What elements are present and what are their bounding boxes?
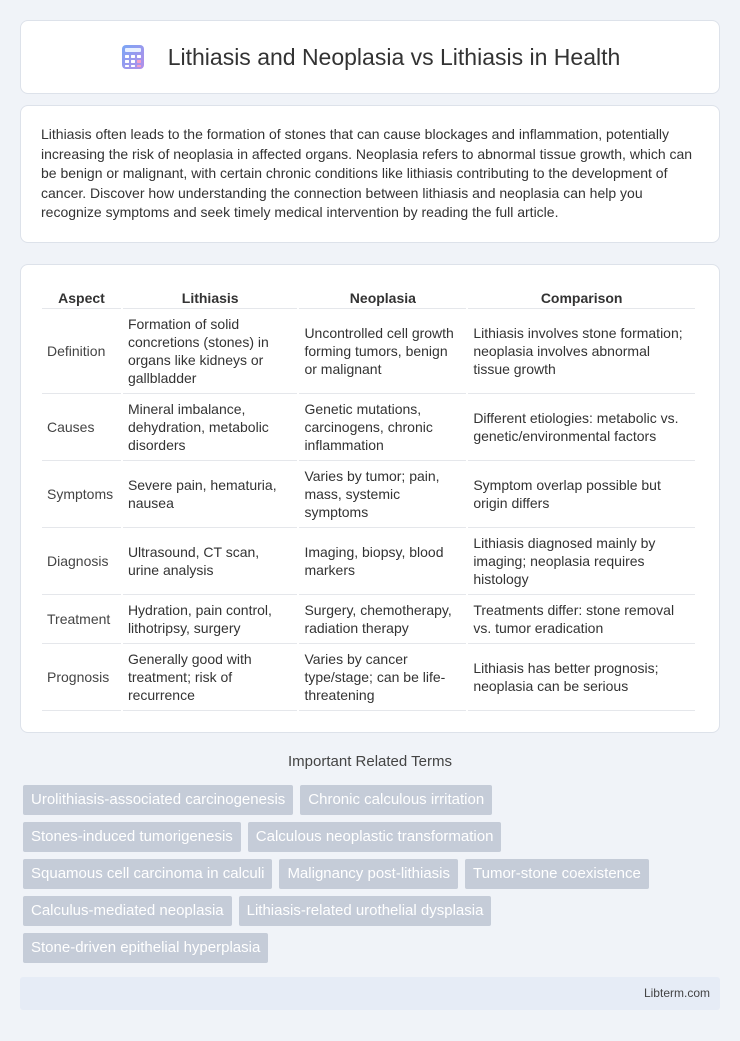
cell-comparison: Lithiasis involves stone formation; neoplasia involves abnormal tissue growth bbox=[468, 309, 695, 394]
cell-lithiasis: Generally good with treatment; risk of recurrence bbox=[123, 644, 298, 711]
cell-aspect: Symptoms bbox=[42, 461, 121, 528]
cell-aspect: Causes bbox=[42, 394, 121, 461]
table-row bbox=[42, 595, 695, 644]
table-row bbox=[42, 394, 695, 461]
page-title: Lithiasis and Neoplasia vs Lithiasis in Health bbox=[167, 43, 621, 70]
table-row bbox=[42, 309, 695, 394]
header-lithiasis: Lithiasis bbox=[123, 284, 298, 309]
intro-card bbox=[20, 105, 720, 243]
cell-lithiasis: Hydration, pain control, lithotripsy, surgery bbox=[123, 595, 298, 644]
cell-neoplasia: Uncontrolled cell growth forming tumors, benign or malignant bbox=[299, 309, 466, 394]
term-tag[interactable]: Calculous neoplastic transformation bbox=[248, 822, 502, 852]
footer-site-link[interactable]: Libterm.com bbox=[643, 986, 710, 1000]
cell-aspect: Diagnosis bbox=[42, 528, 121, 595]
table-row bbox=[42, 644, 695, 711]
comparison-table bbox=[40, 284, 697, 711]
term-row bbox=[23, 896, 723, 926]
table-row bbox=[42, 461, 695, 528]
comparison-table-card bbox=[20, 264, 720, 733]
cell-comparison: Lithiasis diagnosed mainly by imaging; neoplasia requires histology bbox=[468, 528, 695, 595]
cell-neoplasia: Varies by cancer type/stage; can be life-threatening bbox=[299, 644, 466, 711]
header-card bbox=[20, 20, 720, 94]
cell-lithiasis: Severe pain, hematuria, nausea bbox=[123, 461, 298, 528]
term-tag[interactable]: Stone-driven epithelial hyperplasia bbox=[23, 933, 268, 963]
cell-aspect: Definition bbox=[42, 309, 121, 394]
cell-comparison: Treatments differ: stone removal vs. tumor eradication bbox=[468, 595, 695, 644]
table-row bbox=[42, 528, 695, 595]
cell-neoplasia: Varies by tumor; pain, mass, systemic symptoms bbox=[299, 461, 466, 528]
related-terms bbox=[23, 785, 723, 970]
term-row bbox=[23, 859, 723, 889]
cell-comparison: Lithiasis has better prognosis; neoplasia can be serious bbox=[468, 644, 695, 711]
cell-aspect: Treatment bbox=[42, 595, 121, 644]
term-row bbox=[23, 933, 723, 963]
related-terms-title: Important Related Terms bbox=[288, 753, 452, 770]
cell-lithiasis: Mineral imbalance, dehydration, metabolic disorders bbox=[123, 394, 298, 461]
cell-aspect: Prognosis bbox=[42, 644, 121, 711]
term-row bbox=[23, 785, 723, 815]
term-row bbox=[23, 822, 723, 852]
header-aspect: Aspect bbox=[42, 284, 121, 309]
cell-comparison: Symptom overlap possible but origin differs bbox=[468, 461, 695, 528]
calculator-icon bbox=[120, 44, 146, 70]
intro-text: Lithiasis often leads to the formation of stones that can cause blockages and inflammation, potentially increasing the risk of neoplasia in affected organs. Neoplasia refers to abnormal tissue growth, which can be benign or malignant, with certain chronic conditions like lithiasis contributing to the development of cancer. Discover how understanding the connection between lithiasis and neoplasia can help you recognize symptoms and seek timely medical intervention by reading the full article. bbox=[41, 126, 693, 221]
header-comparison: Comparison bbox=[468, 284, 695, 309]
term-tag[interactable]: Stones-induced tumorigenesis bbox=[23, 822, 241, 852]
cell-neoplasia: Genetic mutations, carcinogens, chronic inflammation bbox=[299, 394, 466, 461]
term-tag[interactable]: Chronic calculous irritation bbox=[300, 785, 492, 815]
cell-lithiasis: Formation of solid concretions (stones) in organs like kidneys or gallbladder bbox=[123, 309, 298, 394]
cell-lithiasis: Ultrasound, CT scan, urine analysis bbox=[123, 528, 298, 595]
term-tag[interactable]: Malignancy post-lithiasis bbox=[279, 859, 458, 889]
cell-neoplasia: Imaging, biopsy, blood markers bbox=[299, 528, 466, 595]
header-neoplasia: Neoplasia bbox=[299, 284, 466, 309]
cell-neoplasia: Surgery, chemotherapy, radiation therapy bbox=[299, 595, 466, 644]
term-tag[interactable]: Tumor-stone coexistence bbox=[465, 859, 649, 889]
term-tag[interactable]: Squamous cell carcinoma in calculi bbox=[23, 859, 272, 889]
cell-comparison: Different etiologies: metabolic vs. genetic/environmental factors bbox=[468, 394, 695, 461]
footer bbox=[20, 977, 720, 1010]
term-tag[interactable]: Urolithiasis-associated carcinogenesis bbox=[23, 785, 293, 815]
term-tag[interactable]: Calculus-mediated neoplasia bbox=[23, 896, 232, 926]
table-header-row bbox=[42, 284, 695, 309]
term-tag[interactable]: Lithiasis-related urothelial dysplasia bbox=[239, 896, 492, 926]
